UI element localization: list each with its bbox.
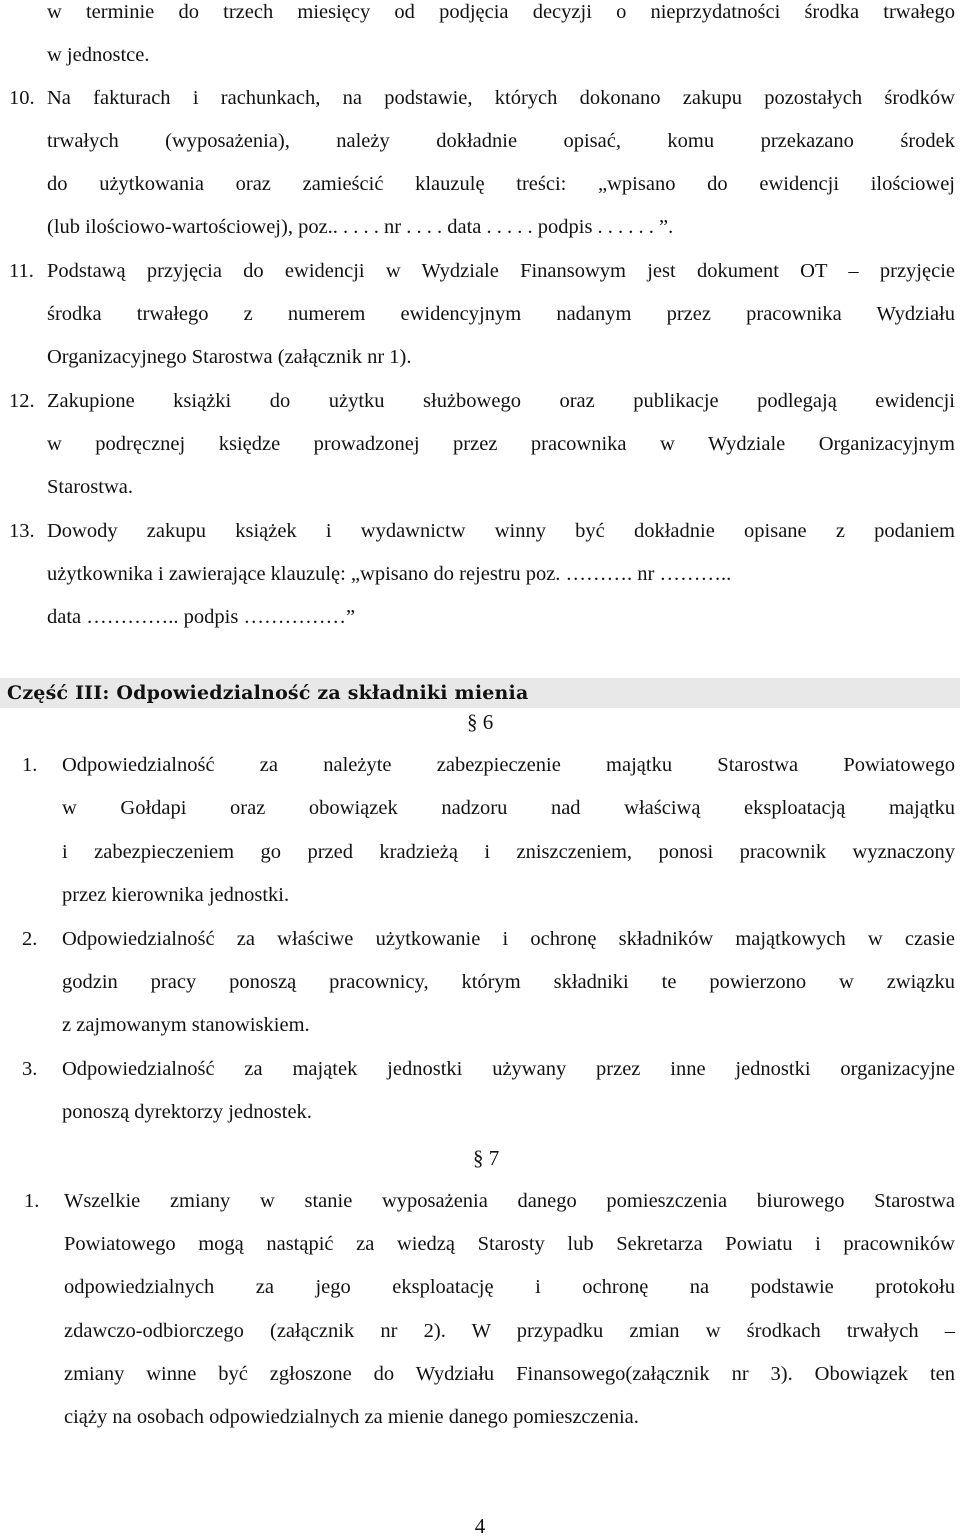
paragraph-line: Wszelkie zmiany w stanie wyposażenia danego pomieszczenia biurowego Starostwa <box>64 1190 955 1212</box>
list-number: 1. <box>22 754 38 776</box>
paragraph-line: i zabezpieczeniem go przed kradzieżą i zniszczeniem, ponosi pracownik wyznaczony <box>62 841 955 863</box>
paragraph-line: Na fakturach i rachunkach, na podstawie, których dokonano zakupu pozostałych środków <box>47 87 955 109</box>
paragraph-line: Podstawą przyjęcia do ewidencji w Wydziale Finansowym jest dokument OT – przyjęcie <box>47 260 955 282</box>
paragraph-line: Odpowiedzialność za należyte zabezpieczenie majątku Starostwa Powiatowego <box>62 754 955 776</box>
paragraph-line: w terminie do trzech miesięcy od podjęcia decyzji o nieprzydatności środka trwałego <box>47 1 955 23</box>
paragraph-line: Zakupione książki do użytku służbowego oraz publikacje podlegają ewidencji <box>47 390 955 412</box>
list-number: 12. <box>9 390 35 412</box>
paragraph-line: Dowody zakupu książek i wydawnictw winny być dokładnie opisane z podaniem <box>47 520 955 542</box>
paragraph-line: odpowiedzialnych za jego eksploatację i ochronę na podstawie protokołu <box>64 1276 955 1298</box>
paragraph-line: środka trwałego z numerem ewidencyjnym nadanym przez pracownika Wydziału <box>47 303 955 325</box>
paragraph-line: Odpowiedzialność za majątek jednostki używany przez inne jednostki organizacyjne <box>62 1058 955 1080</box>
paragraph-line: Powiatowego mogą nastąpić za wiedzą Starosty lub Sekretarza Powiatu i pracowników <box>64 1233 955 1255</box>
list-number: 10. <box>9 87 35 109</box>
page-number: 4 <box>474 1514 486 1538</box>
list-number: 13. <box>9 520 35 542</box>
paragraph-line: użytkownika i zawierające klauzulę: „wpisano do rejestru poz. ………. nr ……….. <box>47 563 732 585</box>
paragraph-line: do użytkowania oraz zamieścić klauzulę treści: „wpisano do ewidencji ilościowej <box>47 173 955 195</box>
paragraph-line: Organizacyjnego Starostwa (załącznik nr 1). <box>47 346 412 368</box>
paragraph-line: godzin pracy ponoszą pracownicy, którym składniki te powierzono w związku <box>62 971 955 993</box>
paragraph-line: Starostwa. <box>47 476 133 498</box>
paragraph-line: zmiany winne być zgłoszone do Wydziału Finansowego(załącznik nr 3). Obowiązek ten <box>64 1363 955 1385</box>
paragraph-line: ciąży na osobach odpowiedzialnych za mienie danego pomieszczenia. <box>64 1406 639 1428</box>
paragraph-line: z zajmowanym stanowiskiem. <box>62 1014 310 1036</box>
paragraph-line: w Gołdapi oraz obowiązek nadzoru nad właściwą eksploatacją majątku <box>62 797 955 819</box>
paragraph-line: przez kierownika jednostki. <box>62 884 290 906</box>
paragraph-line: Odpowiedzialność za właściwe użytkowanie i ochronę składników majątkowych w czasie <box>62 928 955 950</box>
section-heading: Część III: Odpowiedzialność za składniki mienia <box>0 678 960 708</box>
list-number: 2. <box>22 928 38 950</box>
paragraph-line: zdawczo-odbiorczego (załącznik nr 2). W przypadku zmian w środkach trwałych – <box>64 1320 955 1342</box>
paragraph-title: § 7 <box>473 1146 500 1170</box>
paragraph-line: trwałych (wyposażenia), należy dokładnie opisać, komu przekazano środek <box>47 130 955 152</box>
paragraph-line: w jednostce. <box>47 44 150 66</box>
paragraph-line: w podręcznej księdze prowadzonej przez pracownika w Wydziale Organizacyjnym <box>47 433 955 455</box>
list-number: 3. <box>22 1058 38 1080</box>
paragraph-line: (lub ilościowo-wartościowej), poz.. . . . . nr . . . . data . . . . . podpis . . . . . . ”. <box>47 216 674 238</box>
paragraph-title: § 6 <box>467 710 494 734</box>
paragraph-line: ponoszą dyrektorzy jednostek. <box>62 1101 312 1123</box>
paragraph-line: data ………….. podpis ……………” <box>47 606 356 628</box>
list-number: 1. <box>24 1190 40 1212</box>
list-number: 11. <box>9 260 34 282</box>
